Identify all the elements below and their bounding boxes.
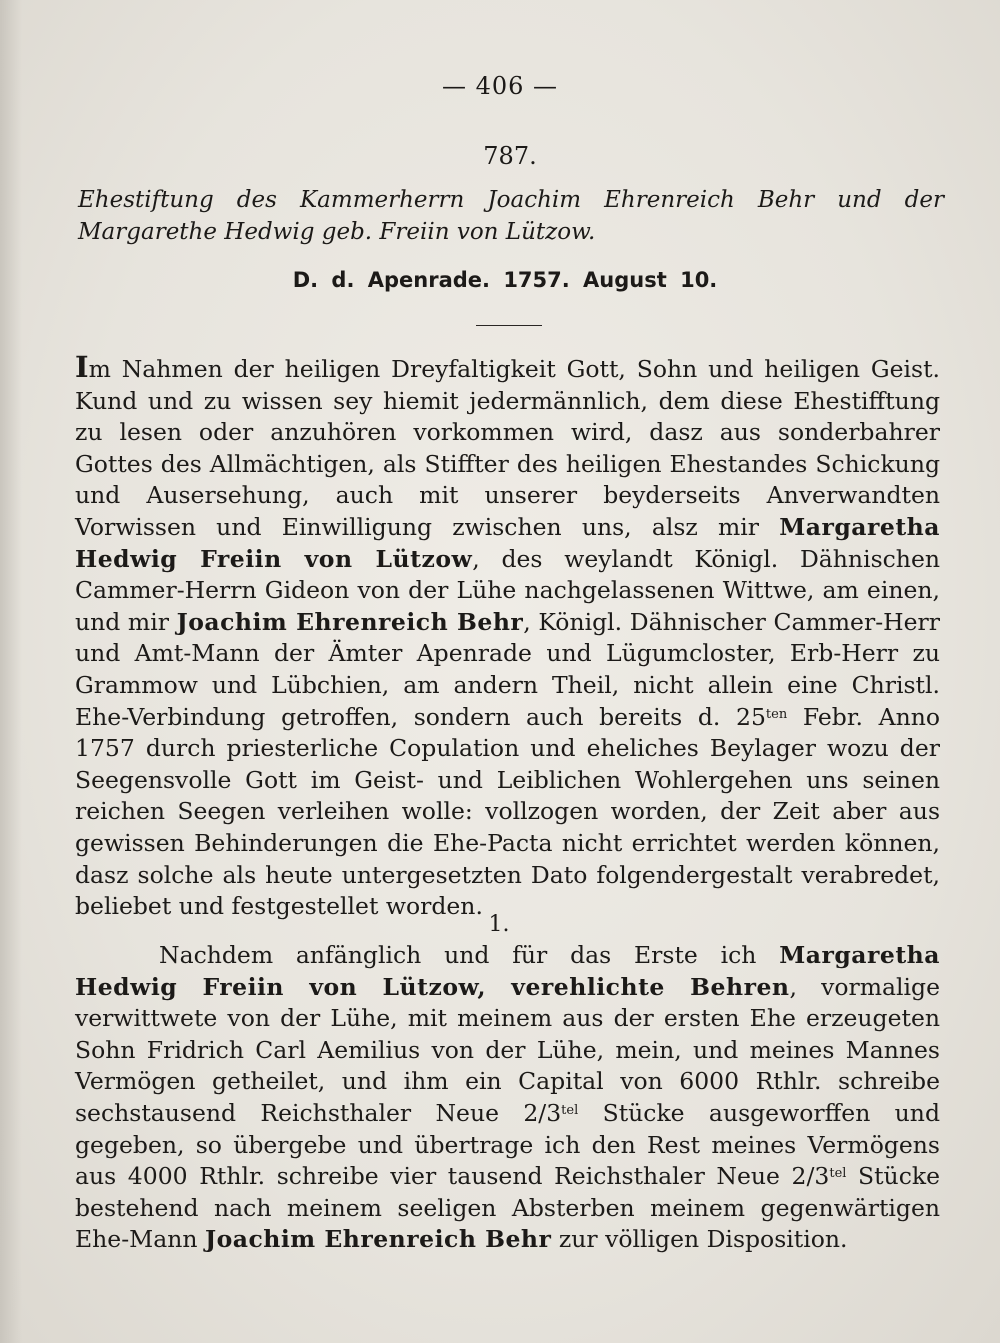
page-binding-shadow — [0, 0, 22, 1343]
section-number: 1. — [488, 912, 510, 937]
preamble-text-3: , Königl. Dähnischer Cammer-Herr und Amt-Mann der Ämter Apenrade und Lügumcloster, Erb-Herr zu Grammow und Lübchien, am andern Theil, nicht allein eine Christl. Ehe-Verbindung getroffen, sondern auch bereits d. 25 — [75, 607, 941, 731]
preamble-text-2: , des weylandt Königl. Dähnischen Cammer-Herrn Gideon von der Lühe nachgelassenen Wittwe, am einen, und mir — [75, 544, 940, 636]
section-text-4: Stücke bestehend nach meinem seeligen Absterben meinem gegenwärtigen Ehe-Mann — [75, 1162, 940, 1254]
page-number: — 406 — — [441, 72, 559, 100]
section-text-2: , vormalige verwittwete von der Lühe, mit meinem aus der ersten Ehe erzeugeten Sohn Fridrich Carl Aemilius von der Lühe, mein, und meines Mannes Vermögen getheilet, und ihm ein Capital von 6000 Rthlr. schreibe sechstausend Reichsthaler Neue — [75, 972, 941, 1127]
name-margaretha: Margaretha Hedwig Freiin von Lützow — [75, 512, 940, 573]
superscript-ten: ten — [765, 706, 788, 722]
superscript-tel-2: tel — [829, 1166, 847, 1182]
document-number: 787. — [483, 142, 537, 170]
name-margaretha-married: Margaretha Hedwig Freiin von Lützow, verehlichte Behren — [75, 941, 940, 1001]
section-text-5: zur völligen Disposition. — [551, 1225, 848, 1254]
fraction-two-thirds: 2/3 — [523, 1098, 562, 1127]
superscript-tel: tel — [561, 1102, 579, 1118]
section-text-3: Stücke ausgeworffen und gegeben, so übergebe und übertrage ich den Rest meines Vermögens aus 4000 Rthlr. schreibe vier tausend Reichsthaler Neue — [75, 1098, 940, 1191]
name-joachim: Joachim Ehrenreich Behr — [176, 607, 524, 636]
drop-capital: I — [75, 350, 89, 384]
name-joachim-2: Joachim Ehrenreich Behr — [204, 1225, 552, 1254]
preamble-text-4: Febr. Anno 1757 durch priesterliche Copulation und eheliches Beylager wozu der Seegensvolle Gott im Geist- und Leiblichen Wohlergehen uns seinen reichen Seegen verleihen wolle: vollzogen worden, der Zeit aber aus gewissen Behinderungen die Ehe-Pacta nicht errichtet werden können, dasz solche als heute untergesetzten Dato folgendergestalt verabredet, beliebet und festgestellet worden. — [75, 702, 940, 921]
preamble-text-1: m Nahmen der heiligen Dreyfaltigkeit Gott, Sohn und heiligen Geist. Kund und zu wissen sey hiemit jedermännlich, dem diese Ehestifftung zu lesen oder anzuhören vorkommen wird, dasz aus sonderbahrer Gottes des Allmächtigen, als Stiffter des heiligen Ehestandes Schickung und Ausersehung, auch mit unserer beyderseits Anverwandten Vorwissen und Einwilligung zwischen uns, alsz mir — [75, 355, 940, 541]
separator-rule — [476, 325, 542, 326]
document-title: Ehestiftung des Kammerherrn Joachim Ehrenreich Behr und der Margarethe Hedwig geb. Freiin von Lützow. — [78, 187, 944, 245]
section-text-1: Nachdem anfänglich und für das Erste ich — [159, 941, 780, 969]
fraction-two-thirds-2: 2/3 — [791, 1162, 830, 1191]
preamble-paragraph — [75, 352, 940, 923]
dateline: D. d. Apenrade. 1757. August 10. — [292, 268, 718, 292]
section-1-paragraph — [75, 940, 940, 1256]
